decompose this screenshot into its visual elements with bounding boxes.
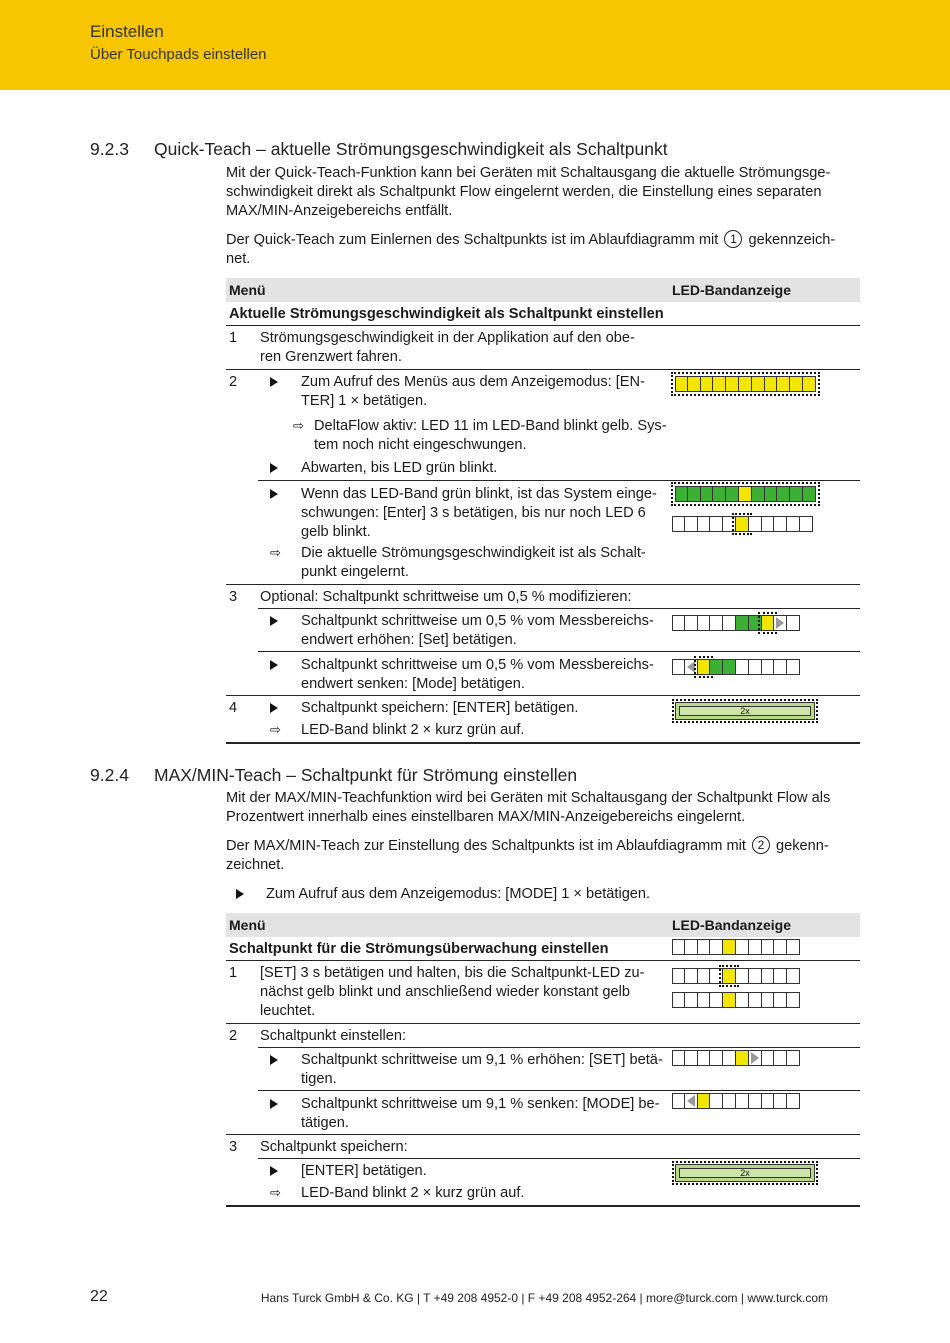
led (765, 486, 778, 502)
led (790, 376, 803, 392)
led-band-increase (672, 615, 800, 631)
text-line: Schaltpunkt schrittweise um 0,5 % vom Messbereichs- (301, 657, 654, 673)
divider (258, 1090, 860, 1091)
marker-paragraph (226, 230, 860, 269)
led (675, 376, 688, 392)
arrow-left-icon (687, 661, 695, 673)
row-text (301, 656, 654, 694)
text-line: leuchtet. (260, 1003, 316, 1019)
arrow-left-icon (687, 1095, 695, 1107)
led (698, 516, 711, 532)
marker-paragraph (226, 836, 860, 875)
led (749, 1093, 762, 1109)
led-band-all-yellow-blink (675, 376, 816, 392)
led (698, 968, 711, 984)
intro-paragraph (226, 789, 860, 827)
led (710, 939, 723, 955)
text-line: ren Grenzwert fahren. (260, 349, 402, 365)
text-line: Schaltpunkt schrittweise um 9,1 % erhöhen: [SET] betä- (301, 1052, 663, 1068)
text-fragment: Der MAX/MIN-Teach zur Einstellung des Schaltpunkts ist im Ablaufdiagramm mit (226, 838, 746, 854)
text-line: tem noch nicht eingeschwungen. (314, 437, 527, 453)
text-line: Prozentwert innerhalb eines einstellbaren MAX/MIN-Anzeigebereichs eingelernt. (226, 809, 746, 825)
result-arrow-icon: ⇨ (293, 418, 304, 433)
led (803, 486, 816, 502)
text-line: DeltaFlow aktiv: LED 11 im LED-Band blinkt gelb. Sys- (314, 418, 667, 434)
row-text (301, 485, 657, 542)
text-line: TER] 1 × betätigen. (301, 393, 428, 409)
action-arrow-icon (236, 889, 244, 899)
text-line: [SET] 3 s betätigen und halten, bis die Schaltpunkt-LED zu- (260, 965, 645, 981)
led (736, 939, 749, 955)
section-number: 9.2.4 (90, 765, 129, 785)
led (790, 486, 803, 502)
row-text: [ENTER] betätigen. (301, 1163, 427, 1179)
led (736, 1050, 749, 1066)
led (736, 516, 749, 532)
led (736, 1093, 749, 1109)
led (749, 939, 762, 955)
led (672, 615, 685, 631)
row-text: Schaltpunkt speichern: (260, 1139, 408, 1155)
led (672, 968, 685, 984)
led (739, 376, 752, 392)
led (723, 939, 736, 955)
divider (258, 651, 860, 652)
led (749, 968, 762, 984)
led (698, 1093, 711, 1109)
led (762, 615, 775, 631)
led (774, 992, 787, 1008)
led (723, 1093, 736, 1109)
led (710, 659, 723, 675)
led (774, 659, 787, 675)
text-line: Mit der MAX/MIN-Teachfunktion wird bei Geräten mit Schaltausgang der Schaltpunkt Flow als (226, 790, 831, 806)
text-line: Zum Aufruf des Menüs aus dem Anzeigemodus: [EN- (301, 374, 645, 390)
led-band-green-blink (675, 486, 816, 502)
led (787, 659, 800, 675)
led-band-full-green (675, 702, 815, 720)
marker-2-icon: 2 (752, 836, 770, 854)
led (787, 1093, 800, 1109)
led (762, 968, 775, 984)
led (723, 992, 736, 1008)
led (723, 968, 736, 984)
led (774, 939, 787, 955)
led (777, 486, 790, 502)
text-fragment: gekenn- (776, 838, 829, 854)
action-arrow-icon (270, 616, 278, 626)
led (710, 1093, 723, 1109)
divider (226, 695, 860, 696)
divider (226, 742, 860, 744)
action-arrow-icon (270, 1055, 278, 1065)
led (698, 992, 711, 1008)
led (736, 659, 749, 675)
led (710, 968, 723, 984)
divider (258, 608, 860, 609)
led (777, 376, 790, 392)
step-text: Zum Aufruf aus dem Anzeigemodus: [MODE] 1 × betätigen. (266, 886, 651, 902)
led (698, 1050, 711, 1066)
text-line: MAX/MIN-Anzeigebereichs entfällt. (226, 203, 453, 219)
led (710, 992, 723, 1008)
led (774, 1050, 787, 1066)
led (685, 615, 698, 631)
led-band-setpoint-blink (672, 968, 800, 984)
divider (226, 369, 860, 370)
led (701, 376, 714, 392)
led (762, 516, 775, 532)
arrow-right-icon (776, 617, 784, 629)
text-line: Wenn das LED-Band grün blinkt, ist das System einge- (301, 486, 657, 502)
led (774, 968, 787, 984)
text-line: Schaltpunkt schrittweise um 0,5 % vom Messbereichs- (301, 613, 654, 629)
text-line: net. (226, 251, 251, 267)
led (752, 376, 765, 392)
led (672, 992, 685, 1008)
section-heading-923 (90, 139, 668, 160)
led (765, 376, 778, 392)
row-text (301, 1095, 660, 1133)
divider (258, 1158, 860, 1159)
text-line: Mit der Quick-Teach-Funktion kann bei Geräten mit Schaltausgang die aktuelle Strömungsge- (226, 165, 831, 181)
footer-company: Hans Turck GmbH & Co. KG | T +49 208 4952-0 | F +49 208 4952-264 | more@turck.com | www.turck.com (260, 1291, 828, 1305)
led (739, 486, 752, 502)
text-line: schwungen: [Enter] 3 s betätigen, bis nur noch LED 6 (301, 505, 646, 521)
divider (226, 584, 860, 585)
section-number: 9.2.3 (90, 139, 129, 159)
action-arrow-icon (270, 703, 278, 713)
led-band-increase (672, 1050, 800, 1066)
led (736, 992, 749, 1008)
led (762, 939, 775, 955)
led (787, 1050, 800, 1066)
led (736, 968, 749, 984)
text-line: schwindigkeit direkt als Schaltpunkt Flow eingelernt werden, die Einstellung eines separaten (226, 184, 822, 200)
section-title: MAX/MIN-Teach – Schaltpunkt für Strömung einstellen (154, 765, 578, 785)
led (726, 376, 739, 392)
led (688, 486, 701, 502)
row-number: 1 (229, 965, 238, 981)
led (787, 939, 800, 955)
max-min-teach-table (226, 913, 860, 1207)
led (698, 939, 711, 955)
led (774, 516, 787, 532)
led (800, 516, 813, 532)
divider (258, 1047, 860, 1048)
action-arrow-icon (270, 489, 278, 499)
col-menu: Menü (229, 282, 266, 298)
led (774, 615, 787, 631)
text-line: Schaltpunkt schrittweise um 9,1 % senken: [MODE] be- (301, 1096, 660, 1112)
led-band-setpoint-steady (672, 992, 800, 1008)
led (749, 659, 762, 675)
led (749, 516, 762, 532)
text-line: endwert senken: [Mode] betätigen. (301, 676, 525, 692)
text-line (226, 230, 860, 250)
led (685, 1050, 698, 1066)
row-text: LED-Band blinkt 2 × kurz grün auf. (301, 722, 525, 738)
led (749, 615, 762, 631)
quick-teach-table (226, 278, 860, 744)
table-header (226, 278, 860, 302)
led (672, 939, 685, 955)
row-number: 3 (229, 589, 238, 605)
led (710, 615, 723, 631)
led (762, 659, 775, 675)
table-header (226, 913, 860, 937)
led (736, 615, 749, 631)
arrow-right-icon (751, 1052, 759, 1064)
row-text (314, 417, 667, 455)
row-number: 1 (229, 330, 238, 346)
led (688, 376, 701, 392)
led (803, 376, 816, 392)
led (752, 486, 765, 502)
divider (226, 325, 860, 326)
badge-2x: 2x (679, 706, 811, 716)
text-line: endwert erhöhen: [Set] betätigen. (301, 632, 517, 648)
section-heading-924 (90, 765, 577, 786)
row-number: 2 (229, 374, 238, 390)
led (685, 968, 698, 984)
action-arrow-icon (270, 463, 278, 473)
led-band-decrease (672, 659, 800, 675)
led (685, 1093, 698, 1109)
text-line: nächst gelb blinkt und anschließend wieder konstant gelb (260, 984, 630, 1000)
header-title: Einstellen (90, 22, 164, 41)
led-band-full-green (675, 1164, 815, 1182)
row-text (301, 1051, 663, 1089)
action-arrow-icon (270, 1099, 278, 1109)
led (749, 1050, 762, 1066)
text-line: tigen. (301, 1071, 337, 1087)
row-text: LED-Band blinkt 2 × kurz grün auf. (301, 1185, 525, 1201)
led (762, 1093, 775, 1109)
divider (258, 480, 860, 481)
badge-2x: 2x (679, 1168, 811, 1178)
led (762, 1050, 775, 1066)
led (685, 516, 698, 532)
led (787, 615, 800, 631)
led (726, 486, 739, 502)
row-number: 2 (229, 1028, 238, 1044)
led (698, 615, 711, 631)
page-header (0, 0, 950, 90)
page-number: 22 (90, 1288, 108, 1305)
result-arrow-icon: ⇨ (270, 722, 281, 737)
text-line: Die aktuelle Strömungsgeschwindigkeit ist als Schalt- (301, 545, 646, 561)
row-text: Abwarten, bis LED grün blinkt. (301, 460, 498, 476)
header-subtitle: Über Touchpads einstellen (90, 46, 267, 63)
led (675, 486, 688, 502)
led (787, 968, 800, 984)
row-text (301, 612, 654, 650)
text-line: gelb blinkt. (301, 524, 371, 540)
action-arrow-icon (270, 1166, 278, 1176)
row-number: 3 (229, 1139, 238, 1155)
led (672, 516, 685, 532)
group-title: Schaltpunkt für die Strömungsüberwachung einstellen (229, 941, 609, 957)
text-line: tätigen. (301, 1115, 349, 1131)
led (672, 659, 685, 675)
led (749, 992, 762, 1008)
row-text: Schaltpunkt einstellen: (260, 1028, 407, 1044)
led (698, 659, 711, 675)
led (701, 486, 714, 502)
text-line (226, 836, 860, 856)
row-text (301, 544, 646, 582)
led-band-led6-yellow (672, 516, 813, 532)
divider (226, 960, 860, 961)
row-text: Schaltpunkt speichern: [ENTER] betätigen. (301, 700, 579, 716)
row-text (260, 329, 635, 367)
action-arrow-icon (270, 660, 278, 670)
text-fragment: Der Quick-Teach zum Einlernen des Schaltpunkts ist im Ablaufdiagramm mit (226, 232, 719, 248)
led (710, 1050, 723, 1066)
divider (226, 1205, 860, 1207)
divider (226, 1023, 860, 1024)
led-band-decrease (672, 1093, 800, 1109)
led (762, 992, 775, 1008)
divider (226, 1134, 860, 1135)
led (672, 1050, 685, 1066)
text-line: Strömungsgeschwindigkeit in der Applikation auf den obe- (260, 330, 635, 346)
led-band-setpoint (672, 939, 800, 955)
led (672, 1093, 685, 1109)
row-text (260, 964, 645, 1021)
result-arrow-icon: ⇨ (270, 1185, 281, 1200)
marker-1-icon: 1 (724, 230, 742, 248)
led (723, 1050, 736, 1066)
row-text (301, 373, 645, 411)
intro-paragraph (226, 164, 860, 221)
led (710, 516, 723, 532)
led (685, 659, 698, 675)
action-arrow-icon (270, 377, 278, 387)
led (685, 939, 698, 955)
col-menu: Menü (229, 917, 266, 933)
row-number: 4 (229, 700, 238, 716)
result-arrow-icon: ⇨ (270, 545, 281, 560)
led (685, 992, 698, 1008)
section-title: Quick-Teach – aktuelle Strömungsgeschwindigkeit als Schaltpunkt (154, 139, 668, 159)
led (713, 376, 726, 392)
led (713, 486, 726, 502)
led (774, 1093, 787, 1109)
group-title: Aktuelle Strömungsgeschwindigkeit als Schaltpunkt einstellen (229, 306, 664, 322)
col-led: LED-Bandanzeige (672, 917, 792, 933)
col-led: LED-Bandanzeige (672, 282, 792, 298)
led (723, 659, 736, 675)
text-line: punkt eingelernt. (301, 564, 409, 580)
led (787, 516, 800, 532)
text-fragment: gekennzeich- (748, 232, 836, 248)
text-line: zeichnet. (226, 857, 285, 873)
row-text: Optional: Schaltpunkt schrittweise um 0,5 % modifizieren: (260, 589, 632, 605)
led (723, 615, 736, 631)
led (787, 992, 800, 1008)
led (723, 516, 736, 532)
